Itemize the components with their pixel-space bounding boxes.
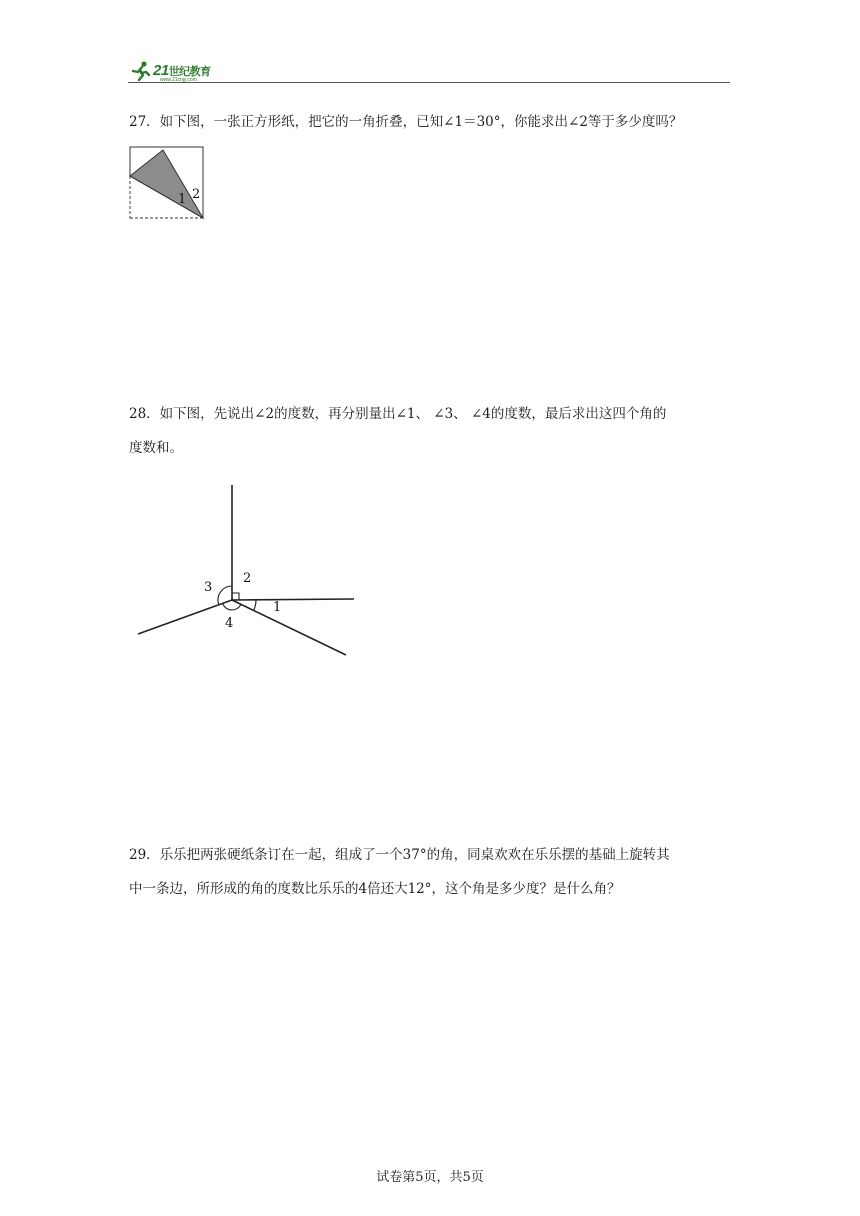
angle-label-3: 3 bbox=[204, 580, 213, 595]
logo-url: www.21cnjy.com bbox=[160, 77, 197, 83]
header-rule bbox=[128, 82, 730, 83]
logo-number: 21 bbox=[153, 62, 169, 79]
angle-label-1: 1 bbox=[273, 600, 282, 615]
ray-lower-right bbox=[232, 600, 346, 655]
question-28-figure bbox=[130, 480, 360, 662]
question-29-text-line2: 中一条边，所形成的角的度数比乐乐的4倍还大12°，这个角是多少度？是什么角？ bbox=[129, 881, 621, 897]
folded-triangle bbox=[130, 150, 203, 218]
logo-cn: 世纪教育 bbox=[168, 66, 211, 78]
question-28-text-line2: 度数和。 bbox=[129, 440, 183, 456]
question-28-text-line1: 28．如下图，先说出∠2的度数，再分别量出∠1、 ∠3、 ∠4的度数，最后求出这四个角的 bbox=[129, 406, 667, 422]
question-27-text: 27．如下图，一张正方形纸，把它的一角折叠，已知∠1＝30°，你能求出∠2等于多少度吗？ bbox=[129, 114, 683, 130]
angle-label-2: 2 bbox=[243, 571, 252, 586]
angle-label-4: 4 bbox=[225, 616, 234, 631]
right-angle-mark bbox=[232, 593, 239, 600]
question-27-figure bbox=[129, 146, 207, 220]
angle-arc-4 bbox=[223, 603, 241, 610]
ray-lower-left bbox=[138, 600, 232, 634]
angle-arc-1 bbox=[254, 599, 256, 610]
question-29-text-line1: 29．乐乐把两张硬纸条订在一起，组成了一个37°的角，同桌欢欢在乐乐摆的基础上旋转其 bbox=[129, 847, 670, 863]
angle-label-2: 2 bbox=[192, 187, 201, 202]
page-footer: 试卷第5页，共5页 bbox=[376, 1170, 484, 1185]
angle-label-1: 1 bbox=[178, 192, 187, 207]
ray-right bbox=[232, 599, 354, 600]
